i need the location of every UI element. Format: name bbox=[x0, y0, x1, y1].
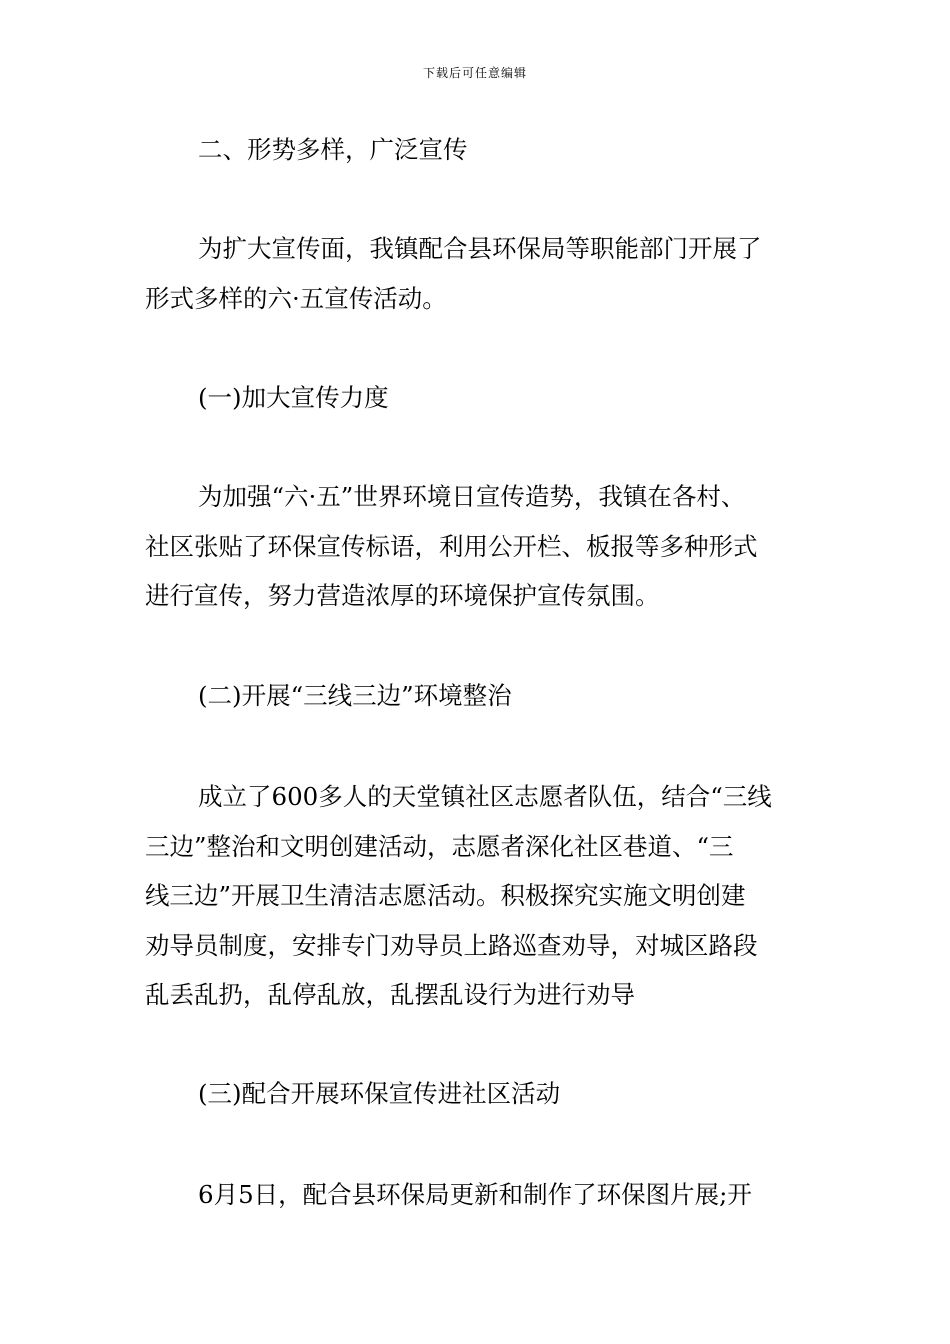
text-line: 6月5日，配合县环保局更新和制作了环保图片展;开 bbox=[198, 1180, 752, 1209]
text-line: (一)加大宣传力度 bbox=[198, 383, 389, 412]
text-line: 乱丢乱扔，乱停乱放，乱摆乱设行为进行劝导 bbox=[145, 980, 635, 1009]
paragraph bbox=[145, 472, 825, 621]
text-line: 为扩大宣传面，我镇配合县环保局等职能部门开展了 bbox=[198, 234, 762, 263]
subsection-heading bbox=[145, 373, 825, 423]
text-line: 为加强“六·五”世界环境日宣传造势，我镇在各村、 bbox=[198, 482, 746, 511]
paragraph bbox=[145, 1170, 825, 1220]
text-line: 三边”整治和文明创建活动，志愿者深化社区巷道、“三 bbox=[145, 831, 734, 861]
text-line: 社区张贴了环保宣传标语，利用公开栏、板报等多种形式 bbox=[145, 531, 758, 561]
text-line: 劝导员制度，安排专门劝导员上路巡查劝导，对城区路段 bbox=[145, 930, 758, 960]
text-line: 线三边”开展卫生清洁志愿活动。积极探究实施文明创建 bbox=[145, 881, 746, 910]
text-line: 进行宣传，努力营造浓厚的环境保护宣传氛围。 bbox=[145, 581, 660, 610]
paragraph bbox=[145, 224, 825, 323]
paragraph bbox=[145, 772, 825, 1020]
text-line: (二)开展“三线三边”环境整治 bbox=[198, 681, 512, 710]
subsection-heading bbox=[145, 1069, 825, 1119]
page-header: 下载后可任意编辑 bbox=[422, 66, 527, 80]
text-line: 形式多样的六·五宣传活动。 bbox=[145, 283, 447, 313]
text-line: (三)配合开展环保宣传进社区活动 bbox=[198, 1079, 561, 1108]
section-heading bbox=[145, 125, 825, 175]
subsection-heading bbox=[145, 671, 825, 721]
text-line: 成立了600多人的天堂镇社区志愿者队伍，结合“三线 bbox=[198, 782, 772, 811]
text-line: 二、形势多样，广泛宣传 bbox=[198, 135, 468, 164]
